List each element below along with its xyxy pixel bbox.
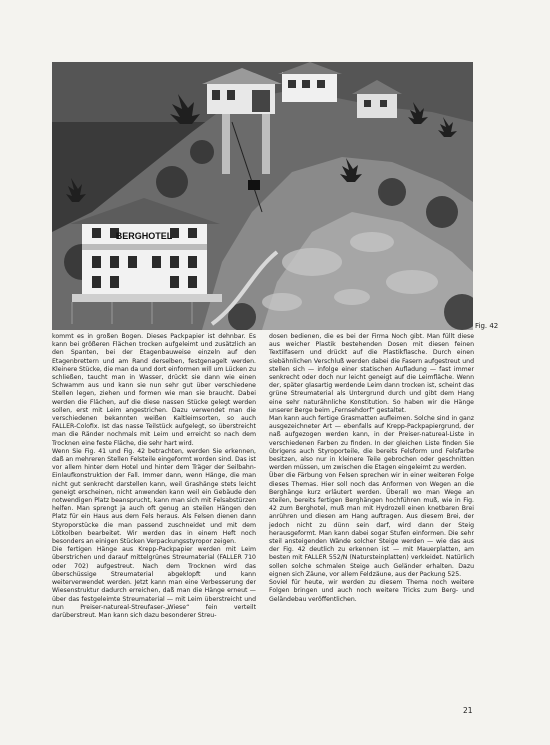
mountain-model-illustration — [52, 62, 473, 330]
figure-42-photo — [52, 62, 473, 330]
hotel-sign: BERGHOTEL — [115, 231, 173, 241]
figure-caption: Fig. 42 — [475, 322, 499, 330]
page-number: 21 — [463, 706, 473, 715]
right-text-column: dosen bedienen, die es bei der Firma Noch gibt. Man füllt diese aus weicher Plastik bestehenden Dosen mit diesen feinen Textilfasern und drückt auf die Plastikflasche. Durch einen siebähnlichen Verschluß werden dabei die Fasern aufgestreut und stellen sich — infolge einer statischen Aufladung — fast immer senkrecht oder doch nur leicht geneigt auf die Leimfläche. Wenn der, später glasartig werdende Leim dann trocken ist, scheint das grüne Streumaterial als Untergrund durch und gibt dem Hang eine sehr naturähnliche Konstitution. So haben wir die Hänge unserer Berge beim „Fernsehdorf“ gestaltet. Man kann auch fertige Grasmatten aufleimen. Solche sind in ganz ausgezeichneter Art — ebenfalls auf Krepp-Packpapiergrund, der naß aufgezogen werden kann, in der Preiser-natureal-Liste in verschiedenen Farben zu finden. In der gleichen Liste finden Sie übrigens auch Styroporteile, die bereits Felsform und Felsfarbe besitzen, also nur in kleinere Teile gebrochen oder geschnitten werden müssen, um zwischen die Etagen eingeleimt zu werden. Über die Färbung von Felsen sprechen wir in einer weiteren Folge dieses Themas. Hier soll noch das Anformen von Wegen an die Berghänge kurz erläutert werden. Überall wo man Wege an steilen, bereits fertigen Berghängen hochführen muß, wie in Fig. 42 zum Berghotel, muß man mit Hydrozell einen knetbaren Brei anrühren und diesen am Hang auftragen. Aus diesem Brei, der jedoch nicht zu dünn sein darf, wird dann der Steig herausgeformt. Man kann dabei sogar Stufen einformen. Die sehr steil ansteigenden Wände solcher Steige werden — wie das aus der Fig. 42 deutlich zu erkennen ist — mit Mauerplatten, am besten mit FALLER 552/N (Natursteinplatten) verkleidet. Natürlich sollen solche schmalen Steige auch Geländer erhalten. Dazu eignen sich Zäune, vor allem Feldzäune, aus der Packung 525. Soviel für heute, wir werden zu diesem Thema noch weitere Folgen bringen und auch noch weitere Tricks zum Berg- und Geländebau veröffentlichen. — [269, 333, 474, 603]
left-text-column: kommt es in großen Bogen. Dieses Packpapier ist dehnbar. Es kann bei größeren Flächen trocken aufgeleimt und zusätzlich an den Spanten, bei der Etagenbauweise einzeln auf den Etagenbrettern und am Rand derselben, festgenagelt werden. Kleinere Stücke, die man da und dort einformen will um Lücken zu schließen, taucht man in Wasser, drückt sie dann wie einen Schwamm aus und kann sie nun sehr gut über verschiedene Stellen legen, ziehen und formen wie man sie braucht. Dabei werden die Flächen, auf die diese nassen Stücke gelegt werden sollen, erst mit Leim angestrichen. Dazu verwendet man die verschiedenen bekannten weißen Kaltleimsorten, so auch FALLER-Colofix. Ist das nasse Teilstück aufgelegt, so überstreicht man die Ränder nochmals mit Leim und erreicht so nach dem Trocknen eine feste Fläche, die sehr hart wird. Wenn Sie Fig. 41 und Fig. 42 betrachten, werden Sie erkennen, daß an mehreren Stellen Felsteile eingeformt worden sind. Das ist vor allem hinter dem Hotel und hinter dem Träger der Seilbahn-Einlaufkonstruktion der Fall. Immer dann, wenn Hänge, die man nicht gut senkrecht darstellen kann, weil Grashänge stets leicht geneigt erscheinen, nicht anwenden kann weil ein Gebäude den notwendigen Platz beansprucht, kann man sich mit Felsabstürzen helfen. Man sprengt ja auch oft genug an steilen Hängen den Platz für ein Haus aus dem Fels heraus. Als Felsen dienen dann Styroporstücke die man passend zuschneidet und mit dem Lötkolben bearbeitet. Wir werden das in einem Heft noch besonders an einigen Stücken Verpackungsstyropor zeigen. Die fertigen Hänge aus Krepp-Packpapier werden mit Leim überstrichen und darauf mittelgrünes Streumaterial (FALLER 710 oder 702) aufgestreut. Nach dem Trocknen wird das überschüssige Streumaterial abgeklopft und kann weiterverwendet werden. Jetzt kann man eine Verbesserung der Wiesenstruktur dadurch erreichen, daß man die Hänge erneut — über das festgeleimte Streumaterial — mit Leim überstreicht und nun Preiser-natureal-Streufaser-„Wiese“ fein verteilt darüberstreut. Man kann sich dazu besonderer Streu- — [52, 333, 256, 619]
